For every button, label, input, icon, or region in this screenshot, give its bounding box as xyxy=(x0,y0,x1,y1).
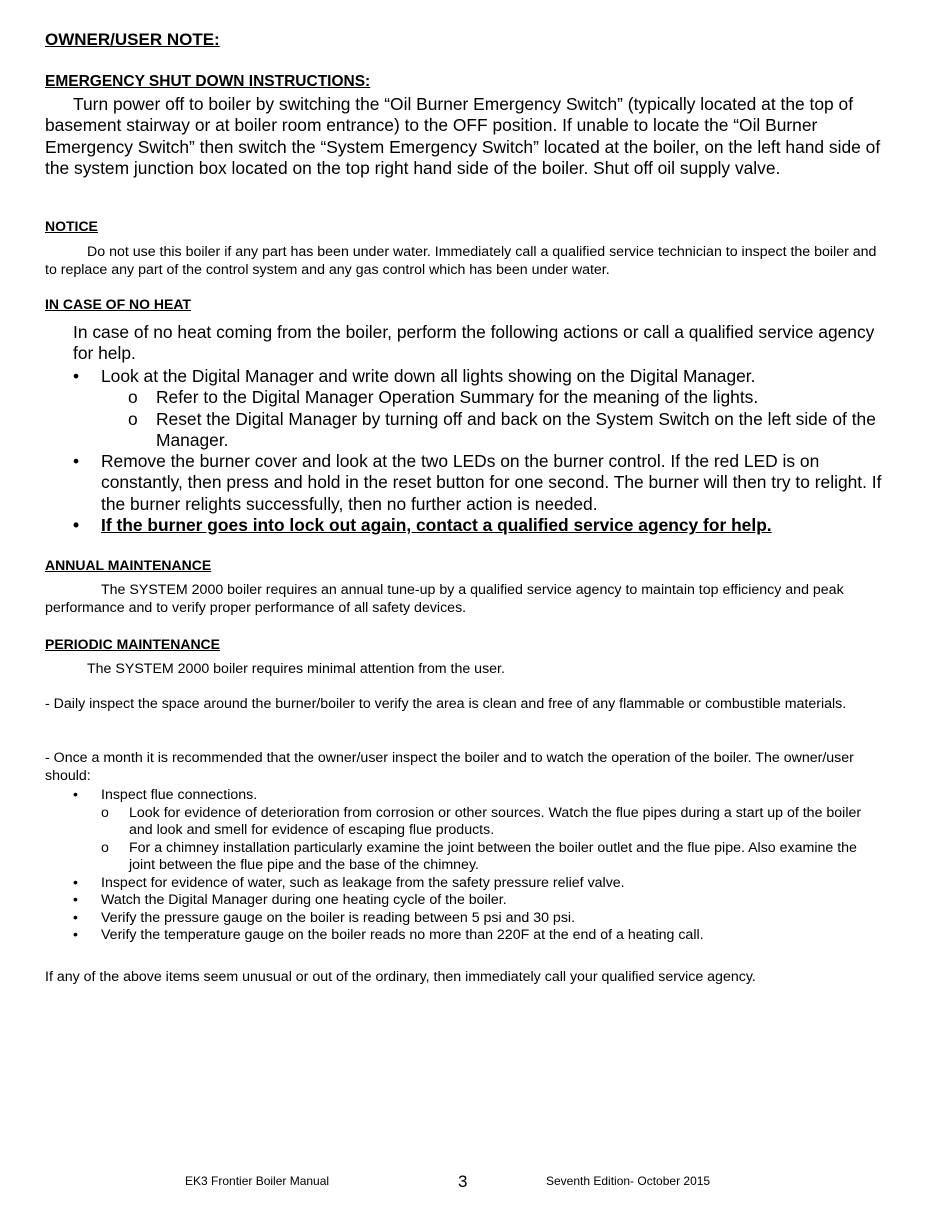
page-number: 3 xyxy=(458,1172,468,1191)
no-heat-heading: IN CASE OF NO HEAT xyxy=(45,296,191,312)
periodic-intro: The SYSTEM 2000 boiler requires minimal attention from the user. xyxy=(87,661,505,677)
daily-text: - Daily inspect the space around the burner/boiler to verify the area is clean and free of any flammable or combustible materials. xyxy=(45,696,847,712)
emergency-heading: EMERGENCY SHUT DOWN INSTRUCTIONS: xyxy=(45,73,371,90)
notice-text: Do not use this boiler if any part has been under water. Immediately call a qualified service technician to inspect the boiler and to replace any part of the control system and any gas control which has been under water. xyxy=(45,244,877,278)
list-item-text: Look at the Digital Manager and write down all lights showing on the Digital Manager. xyxy=(101,366,756,386)
list-item xyxy=(45,366,885,387)
bullet-glyph: • xyxy=(73,515,80,536)
footer-manual-title: EK3 Frontier Boiler Manual xyxy=(185,1174,330,1188)
bullet-glyph: • xyxy=(73,787,78,803)
bullet-glyph: • xyxy=(73,451,80,472)
list-item-text: Verify the pressure gauge on the boiler is reading between 5 psi and 30 psi. xyxy=(101,909,576,926)
annual-heading: ANNUAL MAINTENANCE xyxy=(45,557,212,573)
list-item-text: Remove the burner cover and look at the two LEDs on the burner control. If the red LED is on constantly, then press and hold in the reset button for one second. The burner will then try to relight. If the burner relights successfully, then no further action is needed. xyxy=(101,451,882,514)
list-item-text: Inspect for evidence of water, such as leakage from the safety pressure relief valve. xyxy=(101,874,625,891)
sub-bullet-glyph: o xyxy=(101,804,109,821)
list-item-text: Verify the temperature gauge on the boiler reads no more than 220F at the end of a heating call. xyxy=(101,927,704,943)
monthly-text: - Once a month it is recommended that the owner/user inspect the boiler and to watch the operation of the boiler. The owner/user should: xyxy=(45,750,854,784)
sub-list-item xyxy=(45,805,885,840)
list-item xyxy=(45,892,885,910)
list-item xyxy=(45,927,885,945)
sub-list-item-text: Look for evidence of deterioration from corrosion or other sources. Watch the flue pipes during a start up of the boiler and look and smell for evidence of escaping flue products. xyxy=(129,804,862,838)
bullet-glyph: • xyxy=(73,927,78,943)
sub-bullet-glyph: o xyxy=(101,839,109,856)
sub-list-item xyxy=(45,387,885,408)
sub-bullet-glyph: o xyxy=(128,387,138,408)
list-item xyxy=(45,451,885,515)
footer-edition: Seventh Edition- October 2015 xyxy=(546,1174,711,1188)
closing-text: If any of the above items seem unusual or out of the ordinary, then immediately call your qualified service agency. xyxy=(45,969,756,985)
list-item-warning xyxy=(45,515,885,536)
emergency-text: Turn power off to boiler by switching the “Oil Burner Emergency Switch” (typically located at the top of basement stairway or at boiler room entrance) to the OFF position. If unable to locate the “Oil Burner Emergency Switch” then switch the “System Emergency Switch” located at the boiler, on the left hand side of the system junction box located on the top right hand side of the boiler. Shut off oil supply valve. xyxy=(45,94,881,178)
list-item-text: Inspect flue connections. xyxy=(101,787,258,803)
list-item xyxy=(45,787,885,805)
list-item xyxy=(45,910,885,928)
bullet-glyph: • xyxy=(73,892,78,908)
page-title: OWNER/USER NOTE: xyxy=(45,30,220,49)
sub-bullet-glyph: o xyxy=(128,408,138,429)
sub-list-item-text: Refer to the Digital Manager Operation Summary for the meaning of the lights. xyxy=(156,387,759,408)
sub-list-item-text: For a chimney installation particularly examine the joint between the boiler outlet and the flue pipe. Also examine the joint between the flue pipe and the base of the chimney. xyxy=(129,839,857,873)
lockout-warning: If the burner goes into lock out again, contact a qualified service agency for help. xyxy=(101,515,772,536)
periodic-heading: PERIODIC MAINTENANCE xyxy=(45,636,221,652)
list-item-text: Watch the Digital Manager during one heating cycle of the boiler. xyxy=(101,892,507,908)
list-item xyxy=(45,875,885,893)
bullet-glyph: • xyxy=(73,366,80,386)
bullet-glyph: • xyxy=(73,909,78,926)
sub-list-item xyxy=(45,409,885,452)
annual-text: The SYSTEM 2000 boiler requires an annual tune-up by a qualified service agency to maintain top efficiency and peak performance and to verify proper performance of all safety devices. xyxy=(45,582,844,616)
no-heat-intro: In case of no heat coming from the boiler, perform the following actions or call a qualified service agency for help. xyxy=(73,322,875,364)
bullet-glyph: • xyxy=(73,874,78,891)
sub-list-item-text: Reset the Digital Manager by turning off and back on the System Switch on the left side of the Manager. xyxy=(156,408,876,450)
sub-list-item xyxy=(45,840,885,875)
periodic-list xyxy=(45,787,885,945)
notice-heading: NOTICE xyxy=(45,218,98,234)
no-heat-list xyxy=(45,366,885,536)
